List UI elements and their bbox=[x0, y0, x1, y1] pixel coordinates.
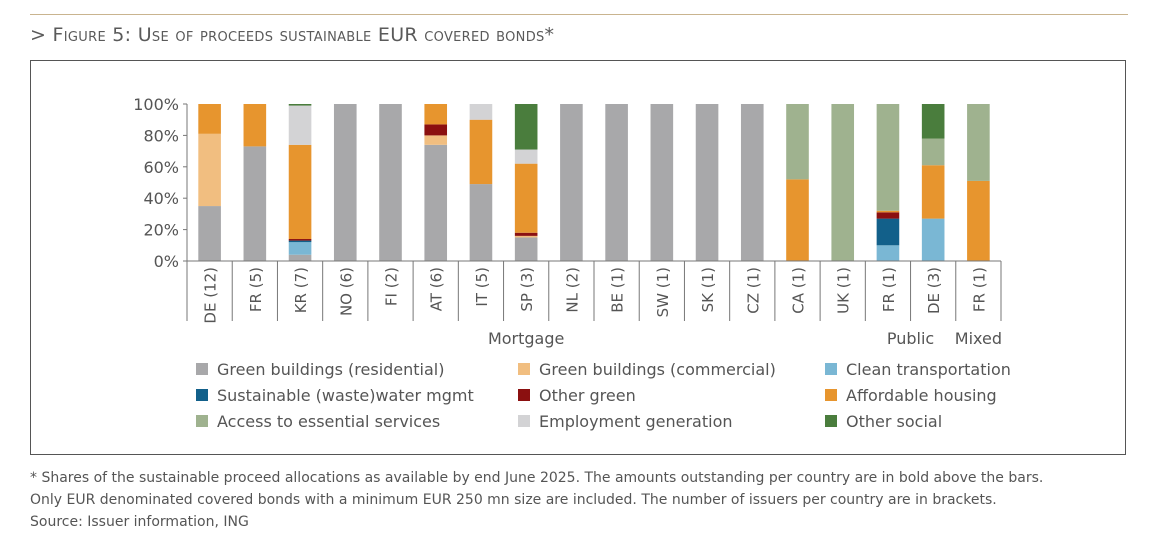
category-label: UK (1) bbox=[834, 267, 853, 314]
bar-segment bbox=[289, 242, 312, 255]
bar-segment bbox=[696, 104, 719, 261]
category-label: NL (2) bbox=[563, 267, 582, 313]
bar-segment bbox=[198, 206, 221, 261]
bar-segment bbox=[289, 104, 312, 106]
footnote-2: Only EUR denominated covered bonds with a minimum EUR 250 mn size are included. The number of issuers per country are in brackets. bbox=[30, 492, 997, 508]
bar-segment bbox=[922, 219, 945, 261]
bar-segment bbox=[515, 233, 538, 236]
bar-segment bbox=[922, 139, 945, 166]
legend-label: Other social bbox=[846, 412, 943, 431]
category-label: CZ (1) bbox=[744, 267, 763, 314]
y-tick-label: 0% bbox=[153, 252, 179, 271]
legend-swatch bbox=[825, 415, 837, 427]
group-label: Mixed bbox=[954, 329, 1003, 348]
bar-segment bbox=[651, 104, 674, 261]
category-label: NO (6) bbox=[337, 267, 356, 317]
legend-label: Other green bbox=[539, 386, 636, 405]
bar-segment bbox=[922, 104, 945, 139]
category-label: CA (1) bbox=[789, 267, 808, 314]
bar-segment bbox=[424, 104, 447, 124]
bar-segment bbox=[922, 165, 945, 218]
legend-swatch bbox=[196, 363, 208, 375]
category-label: SW (1) bbox=[653, 267, 672, 318]
bar-segment bbox=[831, 104, 854, 261]
bar-segment bbox=[515, 150, 538, 164]
legend-swatch bbox=[518, 415, 530, 427]
bar-segment bbox=[289, 255, 312, 261]
top-rule bbox=[30, 14, 1128, 15]
legend-label: Green buildings (residential) bbox=[217, 360, 445, 379]
category-label: SP (3) bbox=[518, 266, 537, 312]
y-tick-label: 100% bbox=[133, 95, 179, 114]
bar-segment bbox=[877, 245, 900, 261]
figure-title: > Figure 5: Use of proceeds sustainable EUR covered bonds* bbox=[30, 24, 555, 46]
bar-segment bbox=[877, 104, 900, 211]
bar-segment bbox=[605, 104, 628, 261]
bar-segment bbox=[334, 104, 357, 261]
bar-segment bbox=[560, 104, 583, 261]
bar-segment bbox=[515, 104, 538, 150]
category-label: AT (6) bbox=[427, 267, 446, 312]
bar-segment bbox=[379, 104, 402, 261]
legend-label: Green buildings (commercial) bbox=[539, 360, 776, 379]
y-tick-label: 20% bbox=[143, 220, 179, 240]
legend-swatch bbox=[518, 363, 530, 375]
legend-swatch bbox=[196, 415, 208, 427]
bar-segment bbox=[877, 211, 900, 213]
category-label: SK (1) bbox=[699, 267, 718, 313]
category-label: DE (3) bbox=[925, 267, 944, 315]
stacked-bar-chart bbox=[31, 61, 1125, 454]
bar-segment bbox=[424, 145, 447, 261]
bar-segment bbox=[967, 181, 990, 261]
bar-segment bbox=[741, 104, 764, 261]
legend-label: Sustainable (waste)water mgmt bbox=[217, 386, 474, 405]
bar-segment bbox=[424, 124, 447, 135]
category-label: FR (5) bbox=[246, 267, 265, 313]
bar-segment bbox=[515, 237, 538, 261]
legend-label: Affordable housing bbox=[846, 386, 997, 405]
bar-segment bbox=[198, 134, 221, 206]
bar-segment bbox=[877, 212, 900, 218]
legend-swatch bbox=[825, 389, 837, 401]
group-label: Mortgage bbox=[487, 329, 565, 348]
legend-swatch bbox=[518, 389, 530, 401]
bar-segment bbox=[470, 120, 493, 184]
y-tick-label: 60% bbox=[143, 157, 179, 177]
category-label: KR (7) bbox=[292, 267, 311, 314]
bar-segment bbox=[877, 219, 900, 246]
bar-segment bbox=[786, 179, 809, 261]
bar-segment bbox=[289, 241, 312, 243]
bar-segment bbox=[470, 104, 493, 120]
category-label: FI (2) bbox=[382, 267, 401, 307]
category-label: BE (1) bbox=[608, 267, 627, 313]
bar-segment bbox=[424, 135, 447, 144]
y-tick-label: 40% bbox=[143, 189, 179, 209]
category-label: FR (1) bbox=[879, 267, 898, 313]
bar-segment bbox=[289, 239, 312, 241]
bar-segment bbox=[967, 104, 990, 181]
legend-swatch bbox=[825, 363, 837, 375]
footnote-3: Source: Issuer information, ING bbox=[30, 514, 249, 530]
legend-label: Employment generation bbox=[539, 412, 733, 431]
bar-segment bbox=[198, 104, 221, 134]
legend-swatch bbox=[196, 389, 208, 401]
category-label: FR (1) bbox=[970, 267, 989, 313]
bar-segment bbox=[786, 104, 809, 179]
category-label: IT (5) bbox=[472, 267, 491, 307]
category-label: DE (12) bbox=[201, 267, 220, 324]
legend-label: Access to essential services bbox=[217, 412, 441, 431]
bar-segment bbox=[289, 106, 312, 145]
y-tick-label: 80% bbox=[143, 126, 179, 146]
footnotes bbox=[30, 467, 1043, 533]
group-label: Public bbox=[886, 329, 935, 348]
bar-segment bbox=[515, 236, 538, 238]
bar-segment bbox=[244, 146, 267, 261]
footnote-1: * Shares of the sustainable proceed allocations as available by end June 2025. The amounts outstanding per country are in bold above the bars. bbox=[30, 470, 1044, 486]
bar-segment bbox=[515, 164, 538, 233]
chart-frame bbox=[30, 60, 1126, 455]
bar-segment bbox=[470, 184, 493, 261]
bar-segment bbox=[289, 145, 312, 239]
legend-label: Clean transportation bbox=[846, 360, 1011, 379]
bar-segment bbox=[244, 104, 267, 146]
